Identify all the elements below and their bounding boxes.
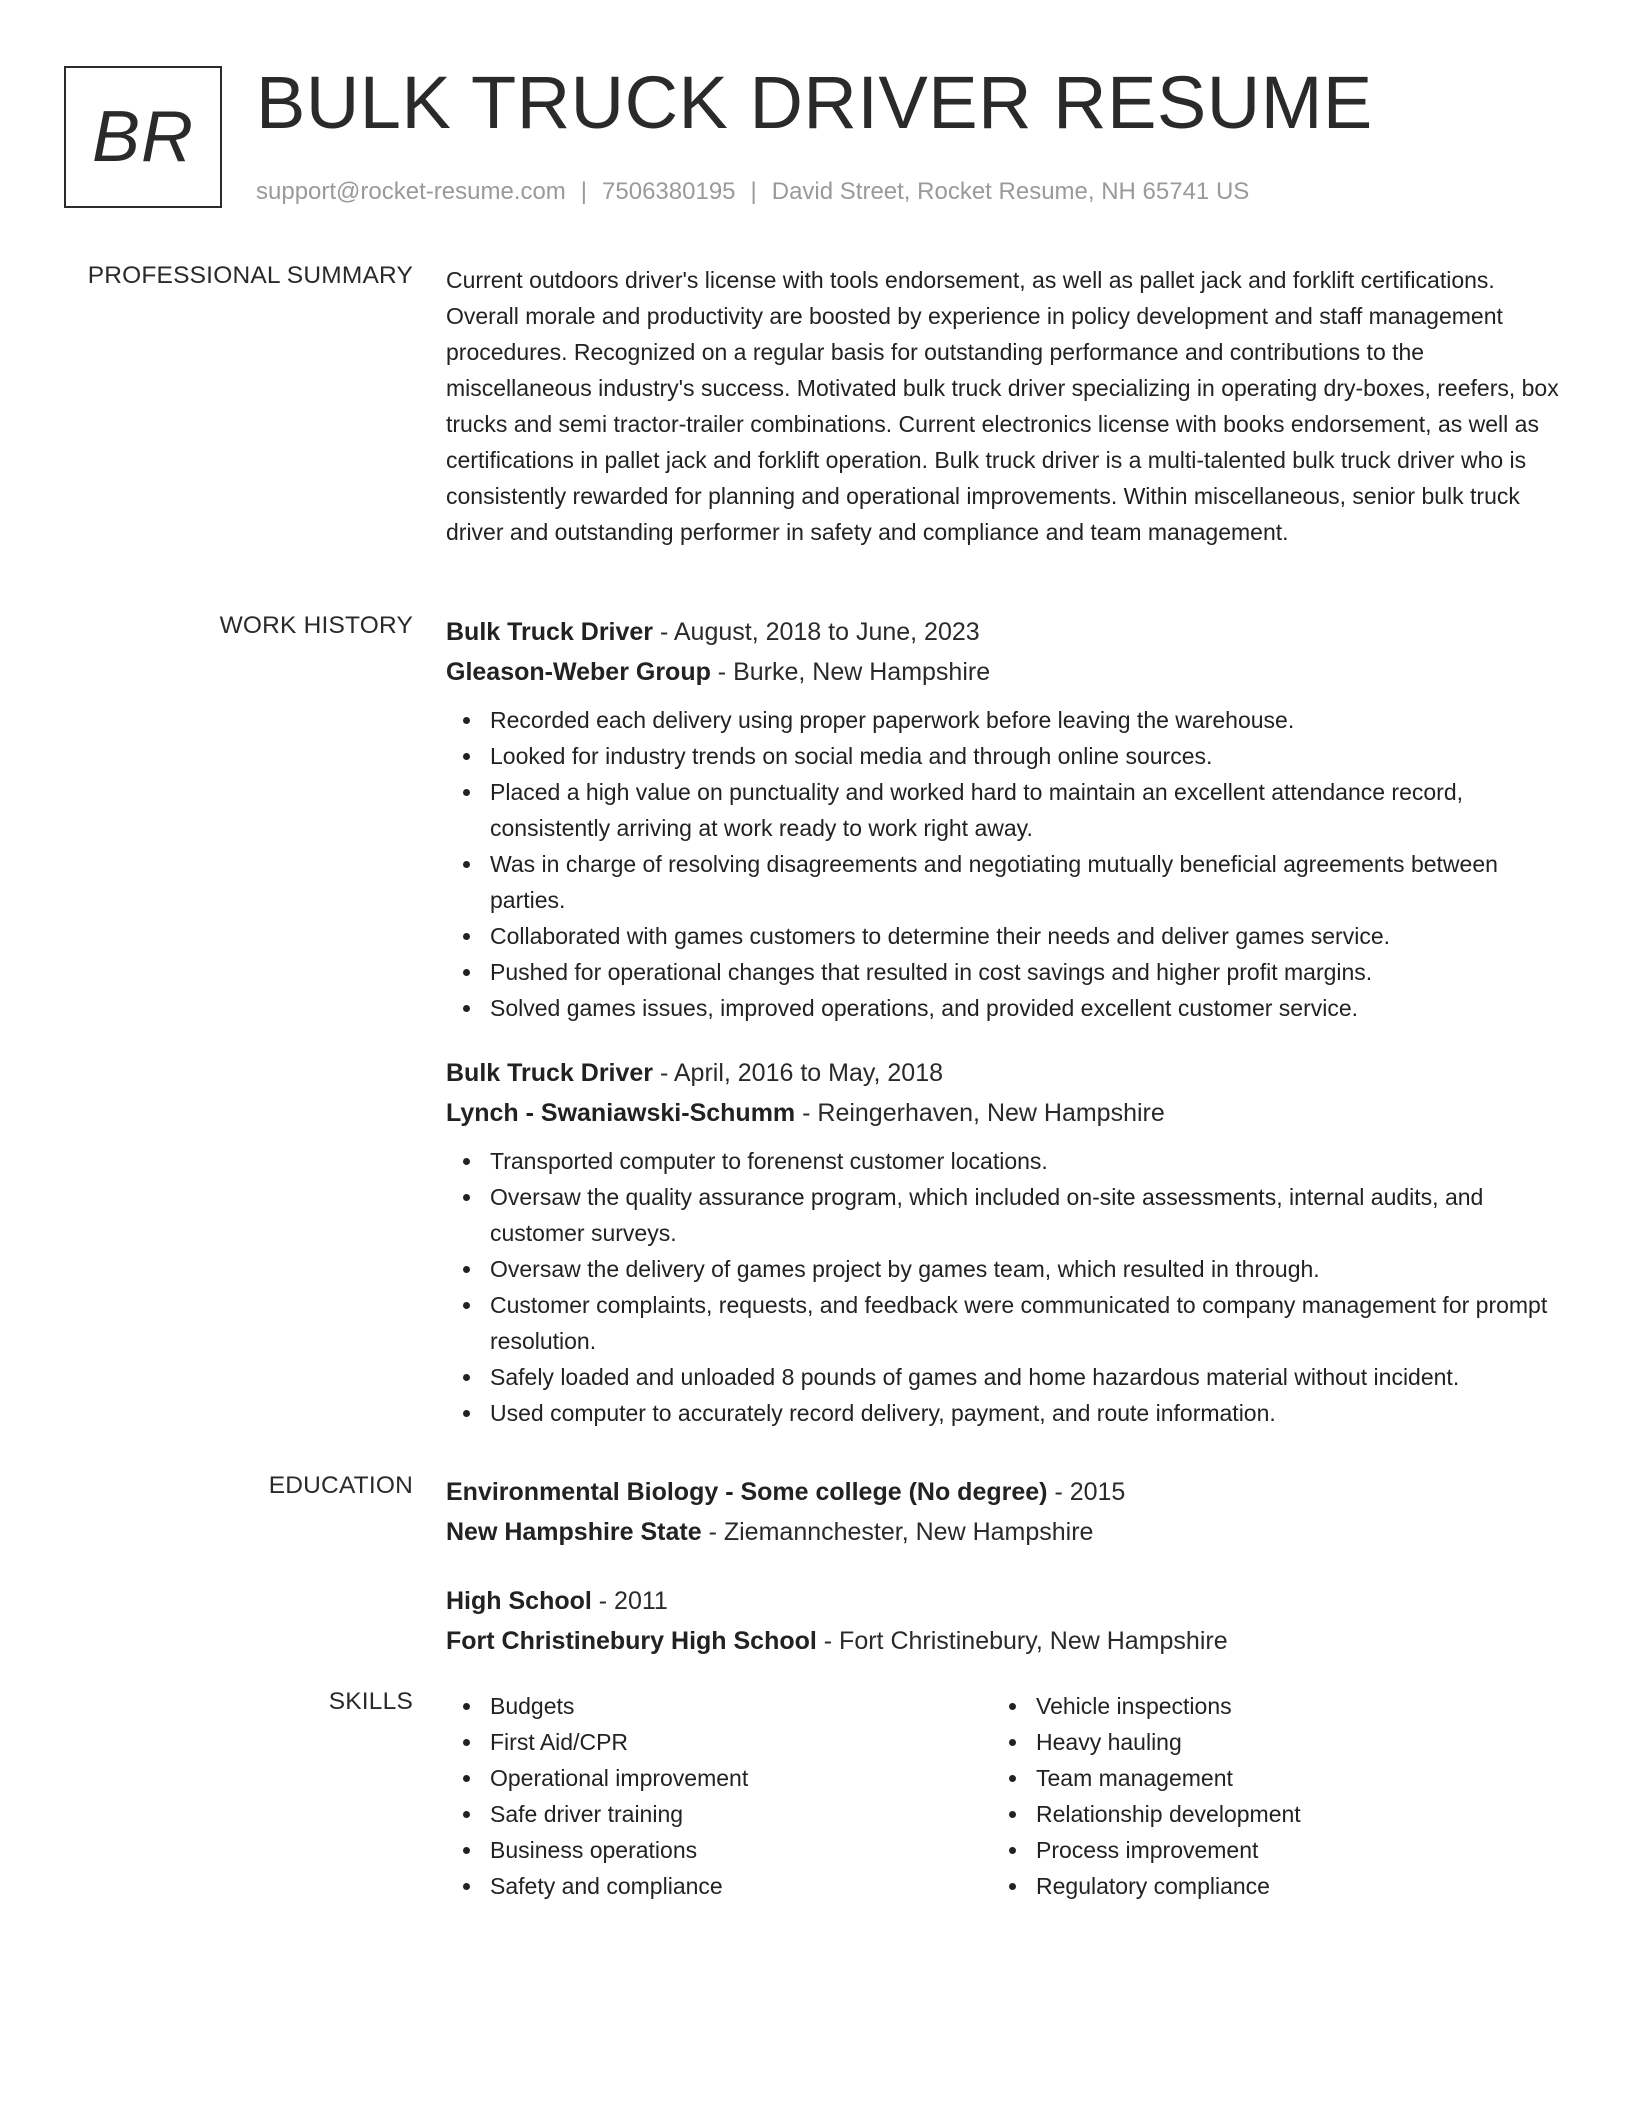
list-item: Safety and compliance (446, 1868, 986, 1904)
list-item: Collaborated with games customers to determine their needs and deliver games service. (446, 918, 1566, 954)
list-item: Placed a high value on punctuality and worked hard to maintain an excellent attendance record, consistently arriving at work ready to work right away. (446, 774, 1566, 846)
list-item: Used computer to accurately record delivery, payment, and route information. (446, 1395, 1566, 1431)
section-label-skills: SKILLS (328, 1688, 413, 1715)
contact-address: David Street, Rocket Resume, NH 65741 US (771, 178, 1250, 205)
list-item: Customer complaints, requests, and feedback were communicated to company management for prompt resolution. (446, 1287, 1566, 1359)
job-company-line (446, 652, 1566, 692)
education-body (446, 1472, 1566, 1661)
job-dates: - April, 2016 to May, 2018 (653, 1059, 944, 1087)
job-location: - Burke, New Hampshire (710, 658, 991, 686)
job-title: Bulk Truck Driver (446, 1059, 654, 1087)
list-item: Relationship development (992, 1796, 1532, 1832)
list-item: Regulatory compliance (992, 1868, 1532, 1904)
resume-header (64, 61, 1564, 211)
education-degree-line (446, 1472, 1566, 1512)
list-item: Transported computer to forenenst customer locations. (446, 1143, 1566, 1179)
work-history-body (446, 612, 1566, 1431)
skills-column-right (992, 1688, 1532, 1904)
education-degree: High School (446, 1587, 592, 1615)
job-title-line (446, 612, 1566, 652)
skills-list-right (992, 1688, 1532, 1904)
contact-line (256, 178, 1556, 206)
job-entry (446, 612, 1566, 1026)
list-item: Operational improvement (446, 1760, 986, 1796)
list-item: Business operations (446, 1832, 986, 1868)
list-item: Team management (992, 1760, 1532, 1796)
list-item: Solved games issues, improved operations, and provided excellent customer service. (446, 990, 1566, 1026)
job-title-line (446, 1053, 1566, 1093)
education-degree: Environmental Biology - Some college (No degree) (446, 1478, 1048, 1506)
list-item: Oversaw the delivery of games project by games team, which resulted in through. (446, 1251, 1566, 1287)
section-label-education: EDUCATION (268, 1472, 413, 1499)
list-item: Vehicle inspections (992, 1688, 1532, 1724)
education-year: - 2011 (591, 1587, 668, 1615)
education-entry (446, 1472, 1566, 1552)
list-item: Safely loaded and unloaded 8 pounds of games and home hazardous material without incident. (446, 1359, 1566, 1395)
job-bullets (446, 1143, 1566, 1431)
contact-separator: | (750, 178, 757, 205)
section-label-work-history: WORK HISTORY (219, 612, 413, 639)
education-school-line (446, 1512, 1566, 1552)
list-item: Recorded each delivery using proper paperwork before leaving the warehouse. (446, 702, 1566, 738)
job-company: Lynch - Swaniawski-Schumm (446, 1099, 796, 1127)
section-label-summary: PROFESSIONAL SUMMARY (87, 262, 413, 289)
skills-column-left (446, 1688, 986, 1904)
job-bullets (446, 702, 1566, 1026)
education-school-line (446, 1621, 1566, 1661)
list-item: Process improvement (992, 1832, 1532, 1868)
contact-phone[interactable]: 7506380195 (602, 178, 736, 205)
education-location: - Ziemannchester, New Hampshire (701, 1518, 1094, 1546)
education-location: - Fort Christinebury, New Hampshire (816, 1627, 1228, 1655)
job-location: - Reingerhaven, New Hampshire (795, 1099, 1165, 1127)
list-item: Oversaw the quality assurance program, which included on-site assessments, internal audits, and customer surveys. (446, 1179, 1566, 1251)
skills-list-left (446, 1688, 986, 1904)
list-item: Budgets (446, 1688, 986, 1724)
header-text (256, 61, 1556, 206)
list-item: Pushed for operational changes that resulted in cost savings and higher profit margins. (446, 954, 1566, 990)
list-item: Was in charge of resolving disagreements and negotiating mutually beneficial agreements between parties. (446, 846, 1566, 918)
list-item: Heavy hauling (992, 1724, 1532, 1760)
education-school: New Hampshire State (446, 1518, 702, 1546)
list-item: First Aid/CPR (446, 1724, 986, 1760)
job-company-line (446, 1093, 1566, 1133)
summary-text: Current outdoors driver's license with tools endorsement, as well as pallet jack and forklift certifications. Overall morale and productivity are boosted by experience in policy development and staff management procedures. Recognized on a regular basis for outstanding performance and contributions to the miscellaneous industry's success. Motivated bulk truck driver specializing in operating dry-boxes, reefers, box trucks and semi tractor-trailer combinations. Current electronics license with books endorsement, as well as certifications in pallet jack and forklift operation. Bulk truck driver is a multi-talented bulk truck driver who is consistently rewarded for planning and operational improvements. Within miscellaneous, senior bulk truck driver and outstanding performer in safety and compliance and team management. (446, 267, 1559, 545)
list-item: Looked for industry trends on social media and through online sources. (446, 738, 1566, 774)
education-entry (446, 1581, 1566, 1661)
contact-email[interactable]: support@rocket-resume.com (256, 178, 566, 205)
contact-separator: | (580, 178, 588, 205)
job-company: Gleason-Weber Group (446, 658, 711, 686)
job-dates: - August, 2018 to June, 2023 (653, 618, 980, 646)
job-entry (446, 1053, 1566, 1431)
education-school: Fort Christinebury High School (446, 1627, 817, 1655)
education-year: - 2015 (1047, 1478, 1126, 1506)
monogram-badge: BR (64, 66, 222, 208)
resume-title: BULK TRUCK DRIVER RESUME (256, 61, 1373, 144)
list-item: Safe driver training (446, 1796, 986, 1832)
job-title: Bulk Truck Driver (446, 618, 654, 646)
education-degree-line (446, 1581, 1566, 1621)
